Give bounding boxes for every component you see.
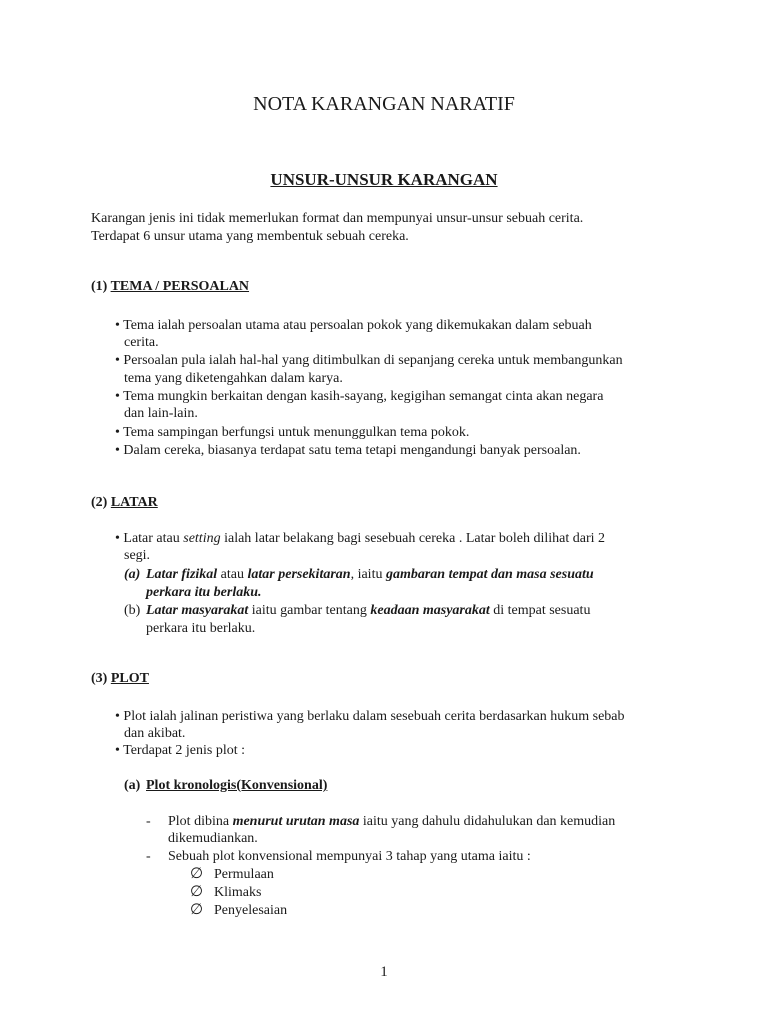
subsection-a-heading: (a) Plot kronologis(Konvensional) — [124, 778, 328, 793]
s2-bullet-1: • Latar atau setting ialah latar belakang bagi sesebuah cereka . Latar boleh dilihat dari 2 — [115, 531, 606, 546]
s1-bullet-4: • Tema sampingan berfungsi untuk menunggulkan tema pokok. — [115, 425, 470, 440]
s1-bullet-1: • Tema ialah persoalan utama atau persoalan pokok yang dikemukakan dalam sebuah — [115, 318, 592, 333]
section-2-number: (2) — [91, 495, 108, 510]
section-2-heading — [91, 495, 158, 511]
section-3-heading — [91, 671, 149, 687]
section-3-title: PLOT — [110, 671, 149, 686]
s3-bullet-1-cont: dan akibat. — [124, 726, 186, 741]
leaf-bullet-icon: ∅ — [190, 902, 204, 918]
s3-dash-2: - Sebuah plot konvensional mempunyai 3 tahap yang utama iaitu : — [146, 849, 531, 864]
s1-bullet-5: • Dalam cereka, biasanya terdapat satu tema tetapi mengandungi banyak persoalan. — [115, 443, 581, 458]
s2-item-a-cont: perkara itu berlaku. — [146, 585, 262, 600]
section-1-title: TEMA / PERSOALAN — [110, 279, 250, 294]
intro-line-1: Karangan jenis ini tidak memerlukan format dan mempunyai unsur-unsur sebuah cerita. — [91, 211, 584, 226]
leaf-bullet-icon: ∅ — [190, 884, 204, 900]
subsection-a-title: Plot kronologis(Konvensional) — [146, 778, 328, 793]
s1-bullet-1-cont: cerita. — [124, 335, 159, 350]
section-2-title: LATAR — [110, 495, 158, 510]
stage-item-2: ∅ Klimaks — [190, 884, 262, 900]
s3-dash-1-cont: dikemudiankan. — [168, 831, 258, 846]
section-3-number: (3) — [91, 671, 108, 686]
leaf-bullet-icon: ∅ — [190, 866, 204, 882]
s1-bullet-3-cont: dan lain-lain. — [124, 406, 198, 421]
s1-bullet-2: • Persoalan pula ialah hal-hal yang ditimbulkan di sepanjang cereka untuk membangunkan — [115, 353, 623, 368]
s1-bullet-2-cont: tema yang diketengahkan dalam karya. — [124, 371, 343, 386]
stage-item-1: ∅ Permulaan — [190, 866, 274, 882]
section-1-heading — [91, 279, 249, 295]
s1-bullet-3: • Tema mungkin berkaitan dengan kasih-sayang, kegigihan semangat cinta akan negara — [115, 389, 604, 404]
section-1-number: (1) — [91, 279, 108, 294]
s2-item-b-cont: perkara itu berlaku. — [146, 621, 256, 636]
s3-bullet-1: • Plot ialah jalinan peristiwa yang berlaku dalam sesebuah cerita berdasarkan hukum sebab — [115, 709, 625, 724]
s2-item-a: (a) Latar fizikal atau latar persekitaran, iaitu gambaran tempat dan masa sesuatu — [124, 567, 594, 582]
s3-dash-1: - Plot dibina menurut urutan masa iaitu yang dahulu didahulukan dan kemudian — [146, 814, 616, 829]
intro-line-2: Terdapat 6 unsur utama yang membentuk sebuah cereka. — [91, 229, 409, 244]
stage-item-3: ∅ Penyelesaian — [190, 902, 288, 918]
s3-bullet-2: • Terdapat 2 jenis plot : — [115, 743, 246, 758]
section-subtitle: UNSUR-UNSUR KARANGAN — [270, 170, 498, 189]
s2-bullet-1-cont: segi. — [124, 548, 151, 563]
page-title: NOTA KARANGAN NARATIF — [253, 93, 515, 115]
s2-item-b: (b) Latar masyarakat iaitu gambar tentang keadaan masyarakat di tempat sesuatu — [124, 603, 591, 618]
page-number: 1 — [380, 964, 388, 980]
